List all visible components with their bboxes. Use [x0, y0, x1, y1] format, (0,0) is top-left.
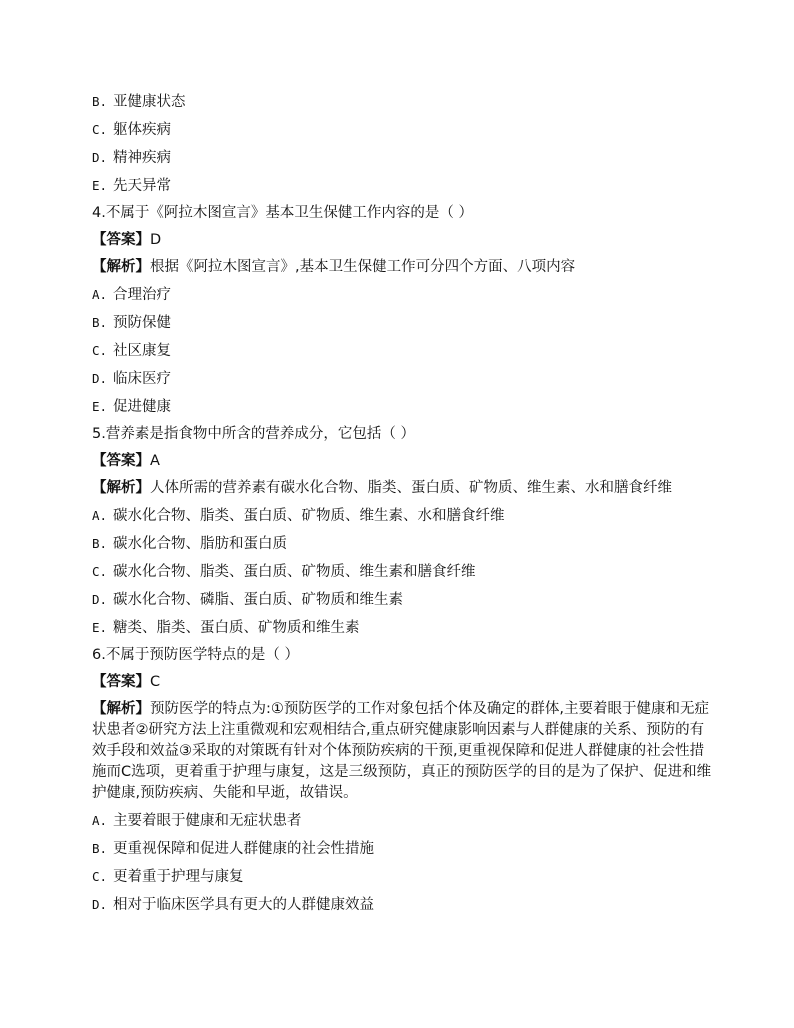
- q4-question: 4.不属于《阿拉木图宣言》基本卫生保健工作内容的是（ ）: [92, 205, 473, 221]
- option-text: 亚健康状态: [113, 94, 186, 110]
- answer-value: A: [150, 453, 160, 469]
- option-letter: B.: [92, 536, 108, 551]
- q5-option-c: [92, 558, 712, 586]
- option-text: 躯体疾病: [113, 122, 171, 138]
- option-text: 碳水化合物、脂类、蛋白质、矿物质、维生素和膳食纤维: [113, 564, 476, 580]
- option-letter: E.: [92, 178, 108, 193]
- q6-option-d: [92, 891, 712, 919]
- q5-answer: [92, 448, 712, 475]
- q6-answer: [92, 669, 712, 696]
- option-text: 合理治疗: [113, 287, 171, 303]
- option-text: 主要着眼于健康和无症状患者: [113, 813, 302, 829]
- option-text: 碳水化合物、脂肪和蛋白质: [113, 536, 287, 552]
- q5-analysis: [92, 478, 712, 499]
- q6-option-a: [92, 807, 712, 835]
- option-letter: A.: [92, 287, 108, 302]
- analysis-text: 根据《阿拉木图宣言》,基本卫生保健工作可分四个方面、八项内容: [150, 259, 576, 275]
- option-letter: C.: [92, 122, 108, 137]
- q4-answer: [92, 227, 712, 254]
- q4-option-d: [92, 365, 712, 393]
- q6-option-c: [92, 863, 712, 891]
- option-text: 更着重于护理与康复: [113, 869, 244, 885]
- q3-option-e: [92, 172, 712, 200]
- option-text: 碳水化合物、脂类、蛋白质、矿物质、维生素、水和膳食纤维: [113, 508, 505, 524]
- analysis-tag: 【解析】: [92, 701, 150, 717]
- q4-option-a: [92, 281, 712, 309]
- option-text: 精神疾病: [113, 150, 171, 166]
- option-letter: B.: [92, 94, 108, 109]
- q4-analysis: [92, 254, 712, 281]
- option-letter: D.: [92, 150, 108, 165]
- option-letter: C.: [92, 869, 108, 884]
- q3-option-c: [92, 116, 712, 144]
- answer-value: D: [150, 232, 162, 248]
- option-letter: A.: [92, 813, 108, 828]
- q4-option-e: [92, 393, 712, 421]
- option-text: 碳水化合物、磷脂、蛋白质、矿物质和维生素: [113, 592, 403, 608]
- option-text: 先天异常: [113, 178, 171, 194]
- option-text: 糖类、脂类、蛋白质、矿物质和维生素: [113, 620, 360, 636]
- q6-option-b: [92, 835, 712, 863]
- option-text: 临床医疗: [113, 371, 171, 387]
- q5-option-e: [92, 614, 712, 642]
- analysis-text: 人体所需的营养素有碳水化合物、脂类、蛋白质、矿物质、维生素、水和膳食纤维: [150, 480, 672, 496]
- analysis-tag: 【解析】: [92, 259, 150, 275]
- option-letter: C.: [92, 343, 108, 358]
- analysis-tag: 【解析】: [92, 480, 150, 496]
- option-text: 预防保健: [113, 315, 171, 331]
- option-letter: D.: [92, 371, 108, 386]
- q3-option-d: [92, 144, 712, 172]
- option-text: 社区康复: [113, 343, 171, 359]
- answer-value: C: [150, 674, 161, 690]
- answer-tag: 【答案】: [92, 232, 150, 248]
- q4-option-c: [92, 337, 712, 365]
- option-letter: B.: [92, 315, 108, 330]
- q5-option-a: [92, 502, 712, 530]
- q4-option-b: [92, 309, 712, 337]
- answer-tag: 【答案】: [92, 674, 150, 690]
- answer-tag: 【答案】: [92, 453, 150, 469]
- option-letter: D.: [92, 592, 108, 607]
- q6-analysis: [92, 699, 712, 804]
- analysis-text: 预防医学的特点为:①预防医学的工作对象包括个体及确定的群体,主要着眼于健康和无症状患者②研究方法上注重微观和宏观相结合,重点研究健康影响因素与人群健康的关系、预防的有效手段和效益③采取的对策既有针对个体预防疾病的干预,更重视保障和促进人群健康的社会性措施而C选项，更着重于护理与康复，这是三级预防，真正的预防医学的目的是为了保护、促进和维护健康,预防疾病、失能和早逝，故错误。: [92, 701, 712, 801]
- option-text: 相对于临床医学具有更大的人群健康效益: [113, 897, 374, 913]
- q5-option-d: [92, 586, 712, 614]
- q6-question: 6.不属于预防医学特点的是（ ）: [92, 647, 299, 663]
- option-letter: A.: [92, 508, 108, 523]
- option-letter: B.: [92, 841, 108, 856]
- option-letter: C.: [92, 564, 108, 579]
- q5-question: 5.营养素是指食物中所含的营养成分，它包括（ ）: [92, 426, 415, 442]
- option-letter: D.: [92, 897, 108, 912]
- document-page: [92, 88, 712, 919]
- q5-option-b: [92, 530, 712, 558]
- option-text: 促进健康: [113, 399, 171, 415]
- option-letter: E.: [92, 399, 108, 414]
- q3-option-b: [92, 88, 712, 116]
- option-letter: E.: [92, 620, 108, 635]
- option-text: 更重视保障和促进人群健康的社会性措施: [113, 841, 374, 857]
